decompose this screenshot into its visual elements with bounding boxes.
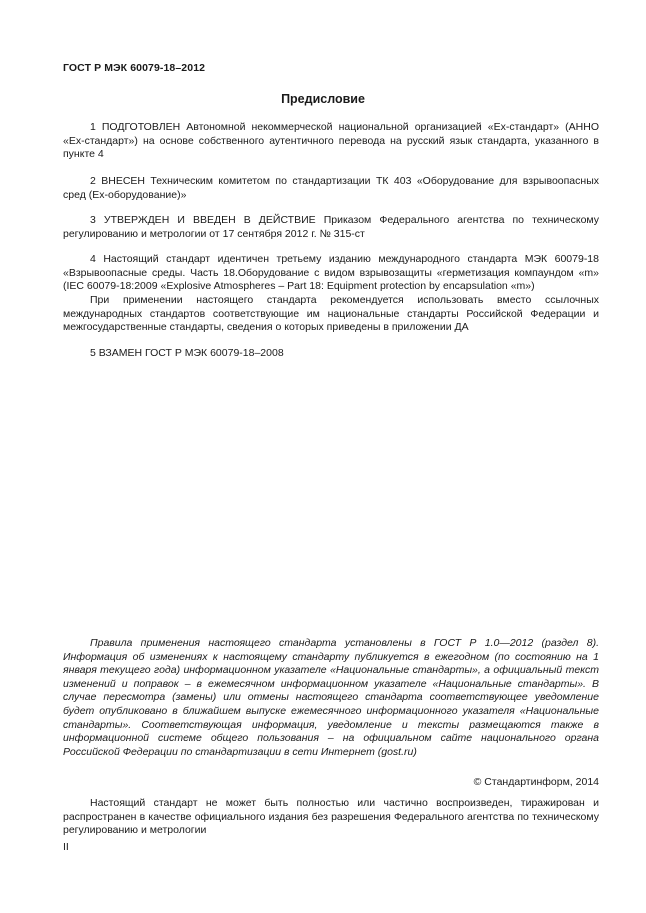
paragraph-1: 1 ПОДГОТОВЛЕН Автономной некоммерческой национальной организацией «Ех-стандарт» (АННО «Ех-стандарт») на основе собственного аутентичного перевода на русский язык стандарта, указанного в пункте 4 [63,121,599,161]
paragraph-2: 2 ВНЕСЕН Техническим комитетом по стандартизации ТК 403 «Оборудование для взрывоопасных сред (Ех-оборудование)» [63,175,599,201]
paragraph-4: 4 Настоящий стандарт идентичен третьему изданию международного стандарта МЭК 60079-18 «Взрывоопасные среды. Часть 18.Оборудование с видом взрывозащиты «герметизация компаундом «m» (IEC 60079-18:2009 «Explosive Atmospheres – Part 18: Equipment protection by encapsulation «m») [63,253,599,293]
page-number: II [63,841,69,853]
application-rules-notice: Правила применения настоящего стандарта установлены в ГОСТ Р 1.0—2012 (раздел 8). Информация об изменениях к настоящему стандарту публикуется в ежегодном (по состоянию на 1 января текущего года) информационном указателе «Национальные стандарты», а официальный текст изменений и поправок – в ежемесячном информационном указателе «Национальные стандарты». В случае пересмотра (замены) или отмены настоящего стандарта соответствующее уведомление будет опубликовано в ближайшем выпуске ежемесячного информационного указателя «Национальные стандарты». Соответствующая информация, уведомление и тексты размещаются также в информационной системе общего пользования – на официальном сайте национального органа Российской Федерации по стандартизации в сети Интернет (gost.ru) [63,637,599,758]
reproduction-notice: Настоящий стандарт не может быть полностью или частично воспроизведен, тиражирован и распространен в качестве официального издания без разрешения Федерального агентства по техническому регулированию и метрологии [63,797,599,837]
paragraph-3: 3 УТВЕРЖДЕН И ВВЕДЕН В ДЕЙСТВИЕ Приказом Федерального агентства по техническому регулированию и метрологии от 17 сентября 2012 г. № 315-ст [63,214,599,240]
paragraph-5: 5 ВЗАМЕН ГОСТ Р МЭК 60079-18–2008 [90,347,284,359]
standard-code-header: ГОСТ Р МЭК 60079-18–2012 [63,62,206,74]
copyright-line: © Стандартинформ, 2014 [473,776,599,788]
paragraph-4-note: При применении настоящего стандарта рекомендуется использовать вместо ссылочных международных стандартов соответствующие им национальные стандарты Российской Федерации и межгосударственные стандарты, сведения о которых приведены в приложении ДА [63,294,599,334]
page-title: Предисловие [281,92,365,106]
